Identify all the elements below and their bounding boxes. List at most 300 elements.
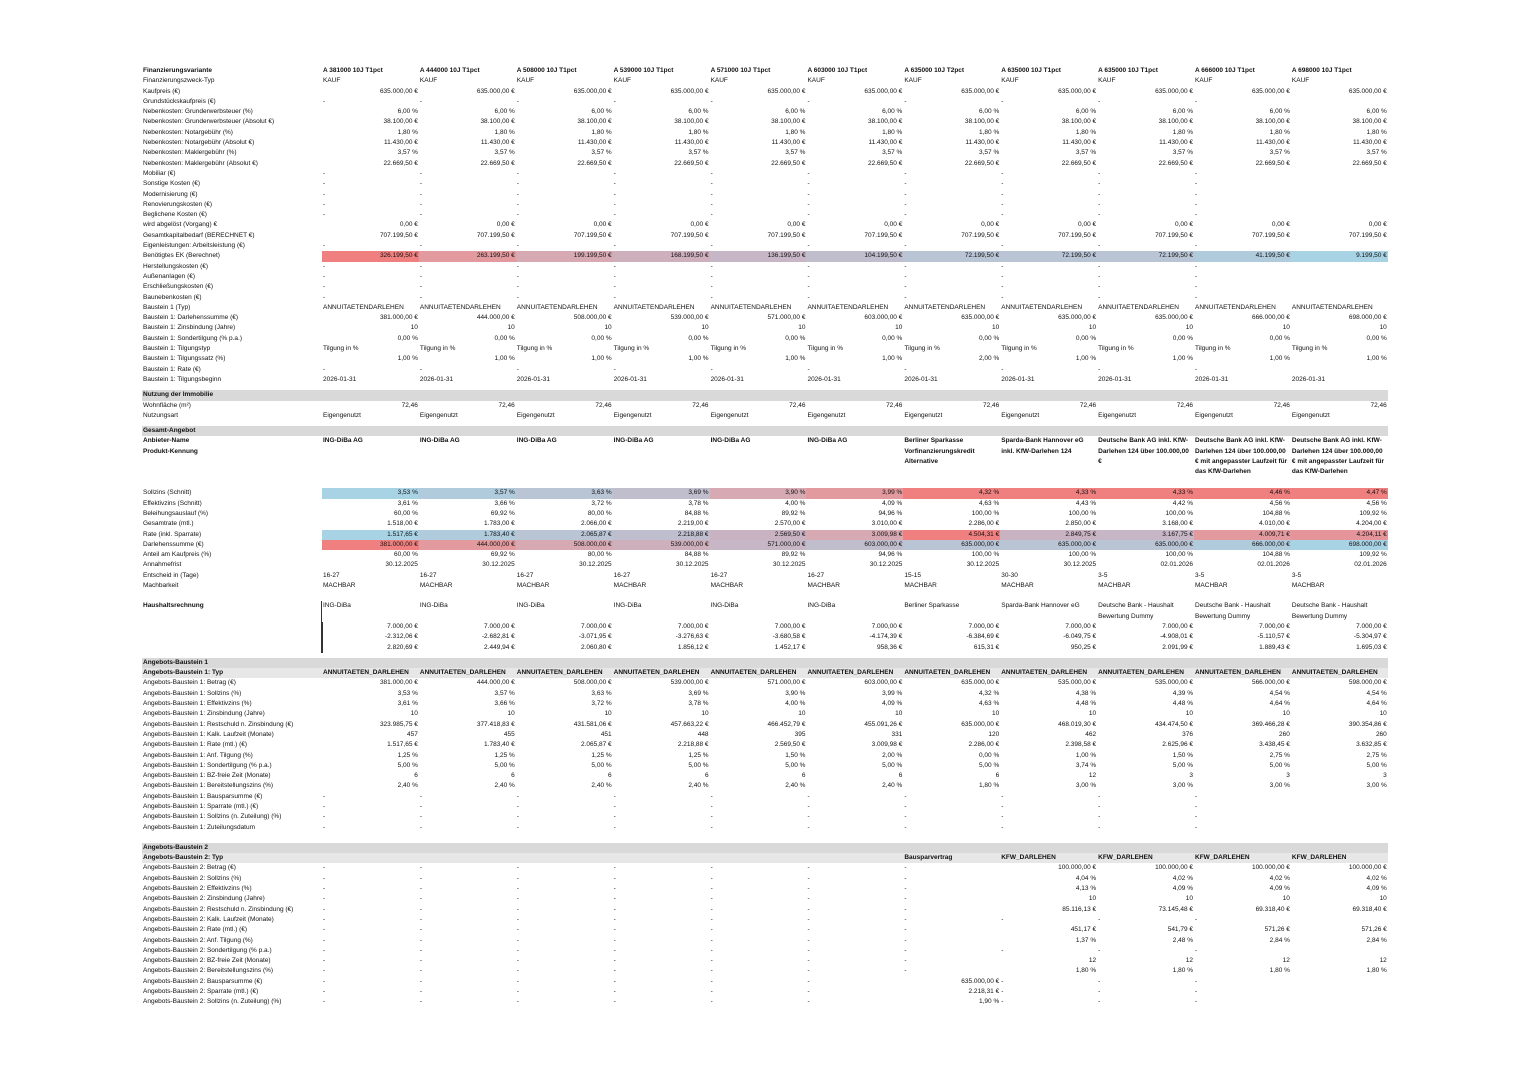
table-cell: 3,57 % (978, 149, 1000, 157)
table-cell: 1.856,12 € (677, 643, 709, 651)
table-cell: 4.204,00 € (1356, 520, 1387, 528)
table-cell: 72,46 (595, 401, 612, 409)
table-cell: - (807, 874, 810, 882)
table-cell: 11.430,00 € (965, 139, 1000, 147)
table-cell: Eigengenutzt (419, 411, 458, 419)
table-cell: - (323, 957, 326, 965)
row-label: Baustein 1: Tilgungssatz (%) (143, 355, 226, 363)
table-cell: 6,00 % (688, 108, 709, 116)
cell-empty: - (613, 180, 616, 188)
cell-empty: - (807, 97, 810, 105)
table-cell: 2,84 % (1366, 936, 1387, 944)
table-cell: 22.669,50 € (674, 159, 709, 167)
table-cell: KAUF (1291, 77, 1310, 85)
table-cell: 1.517,65 € (322, 530, 419, 540)
table-cell: 603.000,00 € (806, 540, 903, 550)
table-cell: 707.199,50 € (1058, 231, 1097, 239)
row-label: Effektivzins (Schnitt) (143, 499, 202, 507)
cell-empty: - (1098, 97, 1101, 105)
table-cell: KAUF (1195, 77, 1213, 85)
table-cell: 100.000,00 € (1348, 864, 1387, 872)
table-cell: - (419, 988, 423, 996)
provider-name: ING-DiBa AG (419, 437, 460, 445)
row-label: Angebots-Baustein 1: Zuteilungsdatum (143, 823, 256, 831)
table-cell: 1,00 % (494, 355, 515, 363)
table-cell: 10 (507, 324, 515, 332)
table-cell: MACHBAR (904, 582, 937, 590)
table-cell: 11.430,00 € (771, 139, 806, 147)
table-cell: MACHBAR (613, 582, 647, 590)
table-cell: 0,00 € (496, 221, 515, 229)
table-cell: 0,00 % (688, 334, 709, 342)
cell-empty: - (323, 823, 326, 831)
table-cell: 02.01.2026 (1354, 561, 1387, 569)
table-cell: KAUF (904, 77, 922, 85)
cell-empty: - (419, 97, 423, 105)
cell-empty: - (516, 200, 519, 208)
table-cell: 0,00 % (978, 334, 1000, 342)
row-label: Eigenleistungen: Arbeitsleistung (€) (143, 242, 245, 250)
table-cell: 10 (1088, 710, 1097, 718)
table-cell: 22.669,50 € (1061, 159, 1097, 167)
table-cell: 1,00 % (1172, 355, 1194, 363)
cell-empty: - (904, 803, 907, 810)
table-cell: - (710, 915, 713, 923)
table-cell: 100.000,00 € (1251, 864, 1290, 872)
cell-empty: - (904, 823, 907, 831)
cell-empty: - (613, 190, 616, 198)
table-cell: 0,00 € (1368, 221, 1387, 229)
table-cell: 30-30 (1001, 571, 1018, 579)
cell-empty: - (419, 293, 423, 301)
cell-empty: - (807, 803, 810, 810)
provider-name: ING-DiBa AG (516, 437, 557, 445)
table-cell: 0,00 € (1271, 221, 1290, 229)
table-cell: KAUF (516, 77, 535, 85)
cell-empty: - (1001, 211, 1004, 219)
haushalt-label: Haushaltsrechnung (142, 601, 322, 622)
haushalt-blank-label (142, 622, 322, 632)
cell-empty: - (807, 293, 810, 301)
table-cell: 7.000,00 € (1356, 622, 1387, 630)
table-cell: 3,69 % (688, 689, 709, 697)
provider-name: Deutsche Bank AG inkl. KfW-Darlehen 124 über 100.000,00 € mit angepasster Laufzeit für das KfW-Darlehen (1195, 437, 1288, 476)
table-cell: 1,00 % (688, 355, 709, 363)
cell-empty: - (1001, 180, 1004, 188)
table-cell: 707.199,50 € (476, 231, 515, 239)
table-cell: 635.000,00 € (1000, 540, 1097, 550)
cell-empty: - (807, 242, 810, 250)
table-cell: 0,00 % (591, 334, 612, 342)
table-cell: 7.000,00 € (322, 622, 419, 632)
table-cell: 10 (1282, 324, 1290, 332)
table-cell: - (904, 946, 907, 954)
table-cell: - (516, 885, 519, 893)
cell-empty: - (419, 211, 423, 219)
table-cell: 1,80 % (1172, 128, 1194, 136)
cell-empty: - (710, 190, 713, 198)
table-cell: 539.000,00 € (670, 314, 709, 322)
table-cell: 30.12.2025 (579, 561, 612, 569)
cell-empty: - (613, 242, 616, 250)
table-cell: 2026-01-31 (1098, 375, 1132, 383)
table-cell: - (419, 946, 423, 954)
column-header: A 603000 10J T1pct (807, 67, 868, 74)
table-cell: - (613, 905, 616, 913)
table-cell: 1,25 % (397, 751, 418, 759)
row-label: Entscheid in (Tage) (143, 571, 199, 579)
table-cell: 3,57 % (591, 149, 612, 157)
table-cell: 2026-01-31 (516, 375, 551, 383)
table-cell: - (710, 967, 713, 975)
table-cell: 38.100,00 € (1255, 118, 1290, 126)
table-cell: 635.000,00 € (961, 720, 1000, 728)
cell-empty: - (807, 283, 810, 291)
table-cell: - (516, 998, 519, 1006)
table-cell: KFW_DARLEHEN (1000, 853, 1097, 863)
table-cell: 10 (604, 324, 612, 332)
table-cell: 707.199,50 € (961, 231, 1000, 239)
cell-empty: - (1195, 200, 1198, 208)
table-cell: - (323, 915, 326, 923)
table-cell: 3,78 % (688, 499, 709, 507)
table-cell: - (516, 895, 519, 903)
table-cell: - (613, 946, 616, 954)
table-cell: 89,92 % (781, 551, 806, 559)
table-cell: 22.669,50 € (1352, 159, 1387, 167)
table-cell: 4,00 % (785, 499, 806, 507)
table-cell: 0,00 % (882, 334, 903, 342)
haushalt-provider: ING-DiBa (710, 602, 739, 610)
table-cell: 1.889,43 € (1259, 643, 1290, 651)
cell-empty: - (419, 823, 423, 831)
table-cell: 457.663,22 € (670, 720, 709, 728)
row-label: Nebenkosten: Notargebühr (%) (143, 128, 233, 136)
table-cell: 4,46 % (1194, 488, 1291, 498)
column-header: A 444000 10J T1pct (419, 67, 480, 74)
column-header: A 635000 10J T1pct (1001, 67, 1061, 74)
table-cell: 455 (503, 730, 515, 738)
table-cell: 11.430,00 € (1062, 139, 1097, 147)
table-cell: 1.783,00 € (484, 520, 515, 528)
cell-empty (1291, 293, 1388, 303)
table-cell: 635.000,00 € (1348, 87, 1387, 95)
table-cell: - (613, 895, 616, 903)
table-cell: KAUF (1098, 77, 1116, 85)
row-label: Außenanlagen (€) (143, 272, 196, 280)
row-label: Nutzungsart (143, 411, 179, 419)
table-cell: 635.000,00 € (1097, 540, 1194, 550)
provider-name: Sparda-Bank Hannover eG inkl. KfW-Darlehen 124 (1001, 437, 1084, 455)
table-cell: 571,26 € (1264, 926, 1290, 934)
table-cell: 38.100,00 € (1158, 118, 1194, 126)
table-cell: 5,00 % (1366, 761, 1387, 769)
table-cell: 698.000,00 € (1291, 540, 1388, 550)
table-cell: 2,48 % (1172, 936, 1194, 944)
table-cell: - (1098, 946, 1101, 954)
table-cell: - (904, 915, 907, 923)
cell-empty: - (1098, 792, 1101, 800)
table-cell: - (807, 967, 810, 975)
table-cell: 571,26 € (1361, 926, 1387, 934)
table-cell: 4,09 % (1172, 885, 1194, 893)
table-cell: 4,33 % (1097, 488, 1194, 498)
row-label: Kaufpreis (€) (143, 87, 181, 95)
cell-empty: - (1098, 242, 1101, 250)
cell-empty: - (1001, 803, 1004, 810)
table-cell: 3,72 % (591, 700, 612, 708)
table-cell: - (516, 926, 519, 934)
table-cell: 707.199,50 € (573, 231, 612, 239)
table-cell: 7.000,00 € (1162, 622, 1194, 630)
table-cell: 5,00 % (688, 761, 709, 769)
cell-empty: - (1195, 180, 1198, 188)
table-cell: KAUF (613, 77, 632, 85)
table-cell: - (710, 874, 713, 882)
cell-empty: - (1195, 211, 1198, 219)
table-cell: 3,57 % (688, 149, 709, 157)
table-cell: 3,78 % (688, 700, 709, 708)
row-label: Angebots-Baustein 1: Zinsbindung (Jahre) (143, 710, 265, 718)
table-cell: 635.000,00 € (573, 87, 612, 95)
table-cell: 69.318,40 € (1255, 905, 1290, 913)
table-cell: 109,92 % (1359, 551, 1387, 559)
table-cell: 381.000,00 € (379, 679, 418, 687)
table-cell: 1,00 % (1075, 355, 1097, 363)
table-cell: -3.276,63 € (675, 633, 709, 641)
table-cell: 2,84 % (1269, 936, 1290, 944)
table-cell: 508.000,00 € (573, 679, 612, 687)
table-cell: 6,00 % (591, 108, 612, 116)
table-cell: 0,00 % (1366, 334, 1387, 342)
table-cell: - (807, 864, 810, 872)
table-cell: 4,32 % (903, 488, 1000, 498)
row-label: Sonstige Kosten (€) (143, 180, 201, 188)
table-cell: - (419, 885, 423, 893)
row-label: Modernisierung (€) (143, 190, 198, 198)
table-cell: 0,00 % (1269, 334, 1290, 342)
cell-empty: - (710, 262, 713, 270)
table-cell: - (807, 957, 810, 965)
haushalt-provider: ING-DiBa (807, 602, 836, 610)
cell-empty: - (516, 823, 519, 831)
table-cell: 1,50 % (785, 751, 806, 759)
table-cell: 12 (1088, 772, 1097, 780)
table-cell: 5,00 % (591, 761, 612, 769)
table-cell: - (613, 915, 616, 923)
table-cell: MACHBAR (807, 582, 840, 590)
table-cell: 12 (1088, 957, 1097, 965)
cell-empty: - (516, 262, 519, 270)
cell-empty: - (1001, 169, 1004, 177)
table-cell: 444.000,00 € (476, 679, 515, 687)
cell-empty: - (323, 813, 326, 821)
table-cell: ANNUITAETENDARLEHEN (1098, 303, 1179, 311)
cell-empty: - (419, 283, 423, 291)
table-cell (1291, 946, 1388, 956)
table-cell: 1,25 % (494, 751, 515, 759)
cell-empty: - (419, 190, 423, 198)
cell-empty: - (710, 365, 713, 373)
table-cell: MACHBAR (419, 582, 453, 590)
table-cell: 2.218,31 € (968, 988, 1000, 996)
cell-empty: - (1001, 283, 1004, 291)
table-cell: 94,96 % (878, 509, 903, 517)
table-cell: 0,00 € (981, 221, 1000, 229)
table-cell: 1,25 % (688, 751, 709, 759)
table-cell: - (1001, 998, 1004, 1006)
table-cell: 7.000,00 € (871, 622, 903, 630)
table-cell: - (323, 864, 326, 872)
table-cell: 666.000,00 € (1251, 314, 1290, 322)
table-cell: - (1098, 977, 1101, 985)
table-cell: 11.430,00 € (1352, 139, 1387, 147)
table-cell: - (613, 936, 616, 944)
table-cell: 2.218,88 € (613, 530, 710, 540)
cell-empty (1291, 97, 1388, 107)
table-cell: 60,00 % (394, 551, 418, 559)
table-cell: 72.199,50 € (1097, 251, 1194, 261)
table-cell: 376 (1182, 730, 1194, 738)
cell-empty (1291, 823, 1388, 833)
table-cell: 73.145,48 € (1158, 905, 1194, 913)
haushalt-provider: Deutsche Bank - Haushalt Bewertung Dummy (1195, 602, 1271, 620)
table-cell: ANNUITAETENDARLEHEN (807, 303, 889, 311)
table-cell: 707.199,50 € (1155, 231, 1194, 239)
table-cell: Eigengenutzt (323, 411, 361, 419)
table-cell: 22.669,50 € (1255, 159, 1290, 167)
cell-empty: - (1098, 211, 1101, 219)
anbieter-label-block (142, 436, 322, 488)
row-label: Baustein 1: Zinsbindung (Jahre) (143, 324, 236, 332)
table-cell: 5,00 % (1172, 761, 1194, 769)
table-cell: KAUF (710, 77, 728, 85)
cell-empty: - (613, 262, 616, 270)
table-cell: -5.304,97 € (1353, 633, 1387, 641)
table-cell: 598.000,00 € (1348, 679, 1387, 687)
cell-empty: - (1195, 792, 1198, 800)
cell-empty: - (516, 803, 519, 810)
row-label: Angebots-Baustein 2: Effektivzins (%) (143, 885, 252, 893)
haushalt-provider: ING-DiBa (516, 602, 545, 610)
cell-empty: - (613, 365, 616, 373)
table-cell: ANNUITAETENDARLEHEN (1195, 303, 1276, 311)
table-cell: 12 (1379, 957, 1387, 965)
cell-empty: - (807, 211, 810, 219)
produkt-label: Produkt-Kennung (143, 447, 198, 455)
table-cell: 2.398,58 € (1065, 741, 1097, 749)
table-cell: 635.000,00 € (1155, 314, 1194, 322)
table-cell: - (419, 874, 423, 882)
cell-empty: - (1001, 272, 1004, 280)
cell-empty: - (904, 242, 907, 250)
table-cell: 10 (895, 324, 903, 332)
table-cell: 72,46 (1079, 401, 1097, 409)
cell-empty: - (323, 272, 326, 280)
table-cell: 635.000,00 € (961, 314, 1000, 322)
table-cell: 2.625,96 € (1162, 741, 1194, 749)
cell-empty: - (1098, 823, 1101, 831)
table-cell: 84,88 % (684, 551, 709, 559)
table-cell: - (419, 957, 423, 965)
table-cell: - (710, 998, 713, 1006)
cell-empty (1291, 365, 1388, 375)
table-cell: 4,47 % (1291, 488, 1388, 498)
table-cell: - (613, 957, 616, 965)
table-cell: Tilgung in % (1098, 345, 1134, 353)
table-cell: 2.286,00 € (968, 741, 1000, 749)
table-cell: 38.100,00 € (480, 118, 515, 126)
table-cell: - (516, 977, 519, 985)
haushalt-blank-label (142, 643, 322, 653)
table-cell: 3.009,98 € (871, 741, 903, 749)
table-cell: - (807, 905, 810, 913)
table-cell: 260 (1375, 730, 1387, 738)
cell-empty: - (1098, 272, 1101, 280)
table-cell: 72.199,50 € (903, 251, 1000, 261)
table-cell: 539.000,00 € (670, 679, 709, 687)
table-cell: 10 (1185, 324, 1194, 332)
table-cell: ANNUITAETEN_DARLEHEN (419, 668, 516, 678)
table-cell: - (710, 895, 713, 903)
table-cell: 448 (697, 730, 709, 738)
row-label: Benötigtes EK (Berechnet) (143, 252, 220, 260)
table-cell: 2,00 % (882, 751, 903, 759)
table-cell: 635.000,00 € (961, 977, 1000, 985)
table-cell: 2,40 % (397, 782, 418, 790)
table-cell: 1,80 % (1366, 128, 1387, 136)
table-cell: 707.199,50 € (1348, 231, 1387, 239)
table-cell: 11.430,00 € (1256, 139, 1290, 147)
table-cell: 5,00 % (785, 761, 806, 769)
table-cell: ANNUITAETENDARLEHEN (516, 303, 598, 311)
table-cell: Tilgung in % (807, 345, 843, 353)
table-cell: - (323, 998, 326, 1006)
cell-empty: - (419, 365, 423, 373)
table-cell: 6,00 % (494, 108, 515, 116)
column-header: A 508000 10J T1pct (516, 67, 577, 74)
table-cell: 69.318,40 € (1352, 905, 1387, 913)
table-cell: ANNUITAETENDARLEHEN (323, 303, 404, 311)
table-cell: - (1195, 915, 1198, 923)
cell-empty: - (419, 169, 423, 177)
table-cell: 0,00 € (787, 221, 806, 229)
table-cell: 451 (600, 730, 612, 738)
row-label: Annahmefrist (143, 561, 182, 569)
table-cell: 457 (407, 730, 418, 738)
table-cell: 1,90 % (978, 998, 1000, 1006)
table-cell: 60,00 % (394, 509, 418, 517)
table-cell: Eigengenutzt (1098, 411, 1137, 419)
table-cell: - (516, 905, 519, 913)
table-cell: 263.199,50 € (419, 251, 516, 261)
table-cell: 0,00 € (399, 221, 418, 229)
table-cell: 4,48 % (1075, 700, 1097, 708)
table-cell: - (613, 967, 616, 975)
table-cell: 7.000,00 € (774, 622, 806, 630)
table-cell: 1.695,03 € (1356, 643, 1387, 651)
cell-empty (1291, 179, 1388, 189)
table-cell: 4,04 % (1075, 874, 1097, 882)
table-cell: 38.100,00 € (964, 118, 1000, 126)
table-cell: 4,09 % (882, 700, 903, 708)
table-cell: - (1195, 946, 1198, 954)
table-cell: 22.669,50 € (577, 159, 612, 167)
cell-empty: - (1195, 190, 1198, 198)
table-cell: KFW_DARLEHEN (1097, 853, 1194, 863)
table-cell: 30.12.2025 (869, 561, 903, 569)
table-cell: - (807, 998, 810, 1006)
